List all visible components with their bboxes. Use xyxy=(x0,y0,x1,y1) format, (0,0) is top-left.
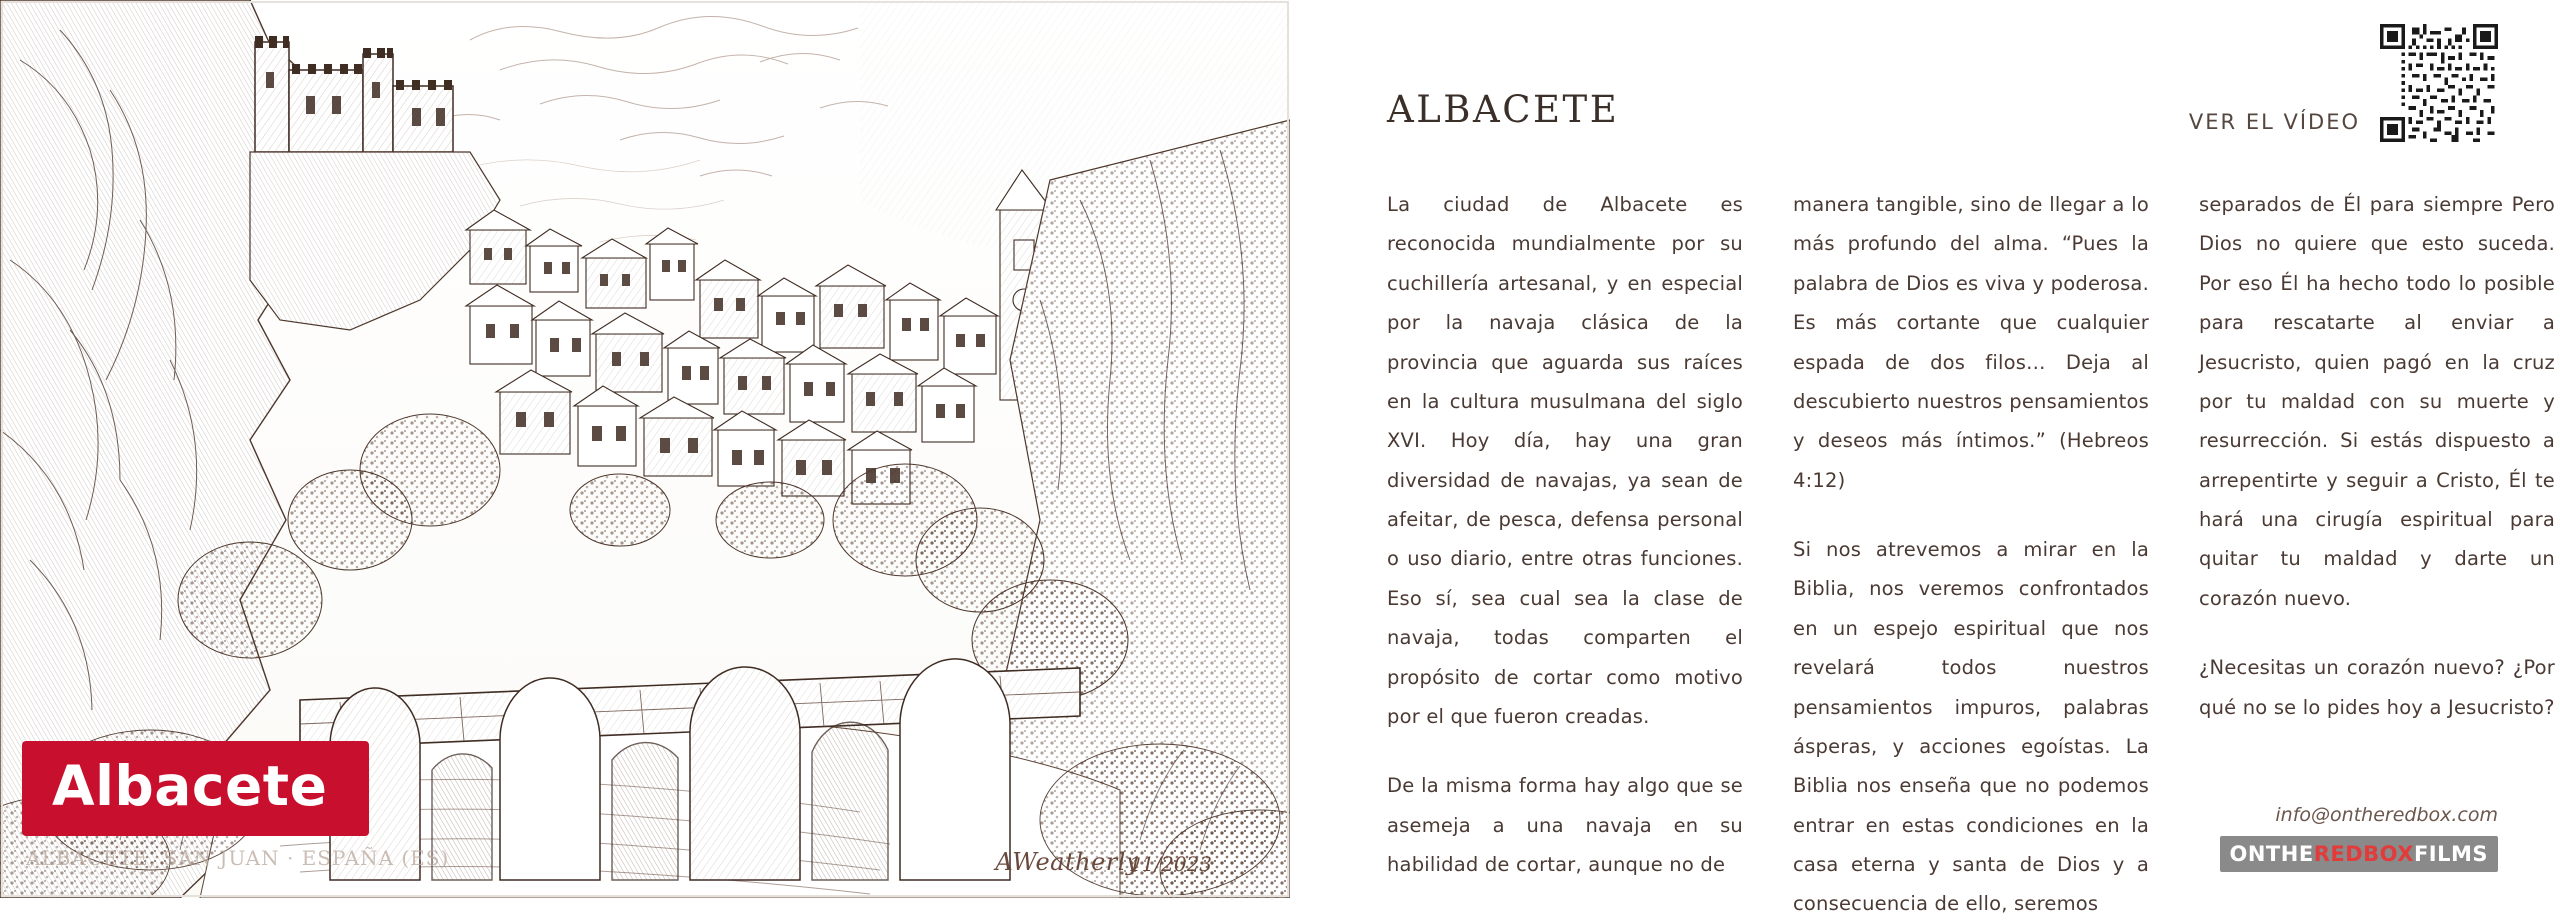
video-cta-label: VER EL VÍDEO xyxy=(2188,110,2360,134)
logo-text-part2: REDBOX xyxy=(2313,842,2414,866)
paragraph: ¿Necesitas un corazón nuevo? ¿Por qué no se lo pides hoy a Jesucristo? xyxy=(2199,656,2555,719)
qr-code-icon[interactable] xyxy=(2380,24,2498,142)
artist-signature: AWeatherly xyxy=(995,848,1140,876)
article-column-1 xyxy=(1387,185,1743,924)
article-column-2 xyxy=(1793,185,2149,924)
logo-text-part3: FILMS xyxy=(2413,842,2488,866)
location-caption: Albacete xyxy=(22,741,369,836)
page-title: ALBACETE xyxy=(1387,88,1620,131)
illustration-panel xyxy=(0,0,1290,898)
location-caption-subtitle: ALBACETE, SAN JUAN · ESPAÑA (ES) xyxy=(26,846,450,870)
contact-email[interactable]: info@ontheredbox.com xyxy=(2275,804,2498,826)
paragraph: Si nos atrevemos a mirar en la Biblia, nos veremos confrontados en un espejo espiritual que nos revelará todos nuestros pensamientos impuros, palabras ásperas, y acciones egoístas. La Biblia nos enseña que no podemos entrar en estas condiciones en la casa eterna y santa de Dios y a consecuencia de ello, seremos xyxy=(1793,538,2149,916)
logo-text-part1: ONTHE xyxy=(2229,842,2314,866)
footer-brand xyxy=(2220,804,2499,872)
paragraph: La ciudad de Albacete es reconocida mundialmente por su cuchillería artesanal, y en especial por la navaja clásica de la provincia que aguarda sus raíces en la cultura musulmana del siglo XVI. Hoy día, hay una gran diversidad de navajas, ya sean de afeitar, de pesca, defensa personal o uso diario, entre otras funciones. Eso sí, sea cual sea la clase de navaja, todas comparten el propósito de cortar como motivo por el que fueron creadas. xyxy=(1387,193,1743,728)
paragraph: De la misma forma hay algo que se asemeja a una navaja en su habilidad de cortar, aunque no de xyxy=(1387,774,1743,876)
paragraph: separados de Él para siempre Pero Dios no quiere que esto suceda. Por eso Él ha hecho todo lo posible para rescatarte al enviar a Jesucristo, quien pagó en la cruz por tu maldad con su muerte y resurrección. Si estás dispuesto a arrepentirte y seguir a Cristo, Él te hará una cirugía espiritual para quitar tu maldad y darte un corazón nuevo. xyxy=(2199,193,2555,610)
article-panel xyxy=(1290,0,2560,916)
artwork-date: 11/2023 xyxy=(1128,852,1212,876)
ontheredbox-logo xyxy=(2220,836,2499,872)
paragraph: manera tangible, sino de llegar a lo más profundo del alma. “Pues la palabra de Dios es viva y poderosa. Es más cortante que cualquier espada de dos filos… Deja al descubierto nuestros pensamientos y deseos más íntimos.” (Hebreos 4:12) xyxy=(1793,193,2149,492)
